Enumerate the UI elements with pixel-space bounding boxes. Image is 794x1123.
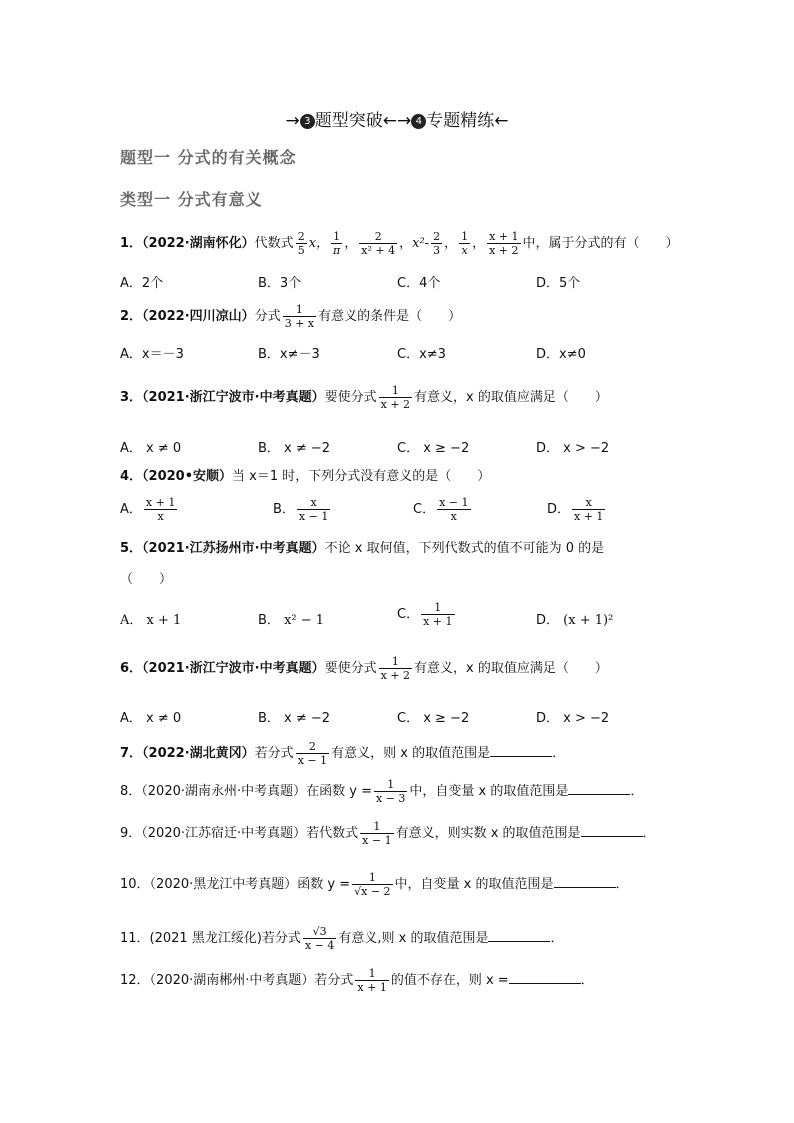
q3-option-b: B． x ≠ −2 (258, 441, 331, 456)
q4-a-fraction: $\frac{x + 1}{x}$ (145, 496, 176, 523)
q8-post: 中，自变量 x 的取值范围是 (409, 784, 569, 799)
q5-option-b (258, 609, 324, 628)
q1-fraction-2: $\frac{1}{\pi}$ (333, 230, 341, 257)
q1-number: 1． (120, 236, 143, 251)
page-title (0, 106, 794, 131)
q6-option-d: D． x > −2 (536, 711, 610, 726)
q8-end: ． (630, 784, 644, 799)
q1-option-b: B．3个 (258, 276, 302, 291)
q3-number: 3． (120, 390, 143, 405)
topic-heading: 题型一 分式的有关概念 (120, 148, 297, 167)
q3-option-a: A． x ≠ 0 (120, 441, 182, 456)
q7-fraction: $\frac{2}{x - 1}$ (297, 740, 328, 767)
q8-number: 8． (120, 784, 142, 799)
q9-number: 9． (120, 826, 142, 841)
q1-sep: ， (472, 236, 486, 251)
q1-option-c: C．4个 (397, 276, 441, 291)
q4-c-fraction: $\frac{x - 1}{x}$ (439, 496, 469, 523)
title-part-2: 专题精练 (426, 111, 495, 131)
q9-pre: 若代数式 (306, 826, 359, 841)
q1-fraction-5: $\frac{1}{x}$ (461, 230, 469, 257)
question-10 (120, 871, 629, 898)
q6-number: 6． (120, 661, 143, 676)
q1-fraction-6: $\frac{x + 1}{x + 2}$ (489, 230, 519, 257)
q8-pre: 在函数 y = (306, 784, 372, 799)
arrow-left: → (285, 111, 300, 131)
q4-number: 4． (120, 469, 143, 484)
q5-b-label: B． (258, 613, 280, 628)
q12-answer-blank[interactable] (509, 971, 581, 984)
q3-option-d: D． x > −2 (536, 441, 610, 456)
q5-text: 不论 x 取何值，下列代数式的值不可能为 0 的是 (324, 541, 605, 556)
q2-number: 2． (120, 309, 143, 324)
q4-text: 当 x＝1 时，下列分式没有意义的是（ ） (232, 469, 491, 484)
question-5 (120, 539, 604, 559)
q5-option-a: A． x + 1 (120, 613, 182, 628)
q2-pre: 分式 (254, 309, 281, 324)
q5-b-expr: x² − 1 (284, 613, 325, 628)
q12-pre: 若分式 (314, 973, 354, 988)
q6-option-c: C． x ≥ −2 (397, 711, 470, 726)
question-11 (120, 925, 563, 952)
q7-end: ． (552, 746, 566, 761)
q11-fraction: $\frac{√3}{x - 4}$ (304, 925, 335, 952)
q6-fraction: $\frac{1}{x + 2}$ (380, 655, 411, 682)
q5-source: （2021·江苏扬州市·中考真题） (142, 541, 325, 556)
q3-option-c: C． x ≥ −2 (397, 441, 470, 456)
q1-post: 中，属于分式的有（ ） (522, 236, 679, 251)
q2-post: 有意义的条件是（ ） (318, 309, 462, 324)
q1-option-d: D．5个 (536, 276, 581, 291)
q2-source: （2022·四川凉山） (142, 309, 255, 324)
q1-source: （2022·湖南怀化） (142, 236, 255, 251)
q4-c-label: C． (413, 502, 436, 517)
q8-answer-blank[interactable] (568, 782, 630, 795)
q2-option-b: B．x≠－3 (258, 347, 320, 362)
question-4 (120, 467, 490, 487)
q9-end: ． (642, 826, 656, 841)
q4-option-a (120, 496, 179, 523)
q12-end: ． (580, 973, 594, 988)
q1-fraction-3: $\frac{2}{\text{x² + 4}}$ (361, 230, 396, 257)
q1-option-a: A．2个 (120, 276, 164, 291)
q10-source: （2020·黑龙江中考真题） (149, 877, 298, 892)
q12-source: （2020·湖南郴州·中考真题） (149, 973, 315, 988)
q1-pre: 代数式 (254, 236, 294, 251)
q11-answer-blank[interactable] (488, 929, 550, 942)
arrow-mid: ←→ (382, 111, 412, 131)
q5-option-c (397, 601, 457, 628)
q3-post: 有意义，x 的取值应满足（ ） (414, 390, 608, 405)
q9-fraction: $\frac{1}{x - 1}$ (362, 820, 392, 847)
q3-source: （2021·浙江宁波市·中考真题） (142, 390, 325, 405)
question-3 (120, 384, 608, 411)
q6-pre: 要使分式 (324, 661, 377, 676)
q6-option-a: A． x ≠ 0 (120, 711, 182, 726)
q12-post: 的值不存在，则 x = (390, 973, 509, 988)
q11-number: 11． (120, 931, 150, 946)
q7-post: 有意义，则 x 的取值范围是 (331, 746, 491, 761)
q5-d-label: D． (536, 613, 560, 628)
question-7 (120, 740, 565, 767)
q6-option-b: B． x ≠ −2 (258, 711, 331, 726)
q10-number: 10． (120, 877, 150, 892)
q10-answer-blank[interactable] (554, 875, 616, 888)
question-1 (120, 230, 679, 257)
q4-b-label: B． (273, 502, 295, 517)
q4-option-c (413, 496, 473, 523)
q12-number: 12． (120, 973, 150, 988)
q11-end: ． (550, 931, 564, 946)
q1-sep: ， (444, 236, 458, 251)
q7-source: （2022·湖北黄冈） (142, 746, 255, 761)
q1-x: x， (308, 236, 330, 251)
q4-d-fraction: $\frac{x}{x + 1}$ (574, 496, 604, 523)
q5-c-label: C． (397, 607, 420, 622)
q1-sep: ， (399, 236, 413, 251)
q4-source: （2020•安顺） (142, 469, 233, 484)
q1-fraction-1: $\frac{2}{5}$ (297, 230, 305, 257)
question-8 (120, 778, 643, 805)
q5-number: 5． (120, 541, 143, 556)
q9-answer-blank[interactable] (581, 824, 643, 837)
q11-post: 有意义,则 x 的取值范围是 (338, 931, 489, 946)
question-2 (120, 303, 461, 330)
q3-fraction: $\frac{1}{x + 2}$ (380, 384, 411, 411)
q7-pre: 若分式 (254, 746, 294, 761)
q9-source: （2020·江苏宿迁·中考真题） (141, 826, 307, 841)
q11-source: (2021 黑龙江绥化) (149, 931, 262, 946)
q2-option-a: A．x＝－3 (120, 347, 184, 362)
q5-option-d (536, 609, 613, 628)
q5-c-fraction: $\frac{1}{x + 1}$ (423, 601, 453, 628)
q10-post: 中，自变量 x 的取值范围是 (394, 877, 554, 892)
q2-option-c: C．x≠3 (397, 347, 446, 362)
q1-x-squared: x²- (412, 236, 430, 251)
q12-fraction: $\frac{1}{x + 1}$ (357, 967, 387, 994)
q4-option-d (547, 496, 607, 523)
question-12 (120, 967, 594, 994)
q5-d-expr: (x + 1)² (563, 613, 614, 628)
q6-post: 有意义，x 的取值应满足（ ） (414, 661, 608, 676)
arrow-right: ← (494, 111, 509, 131)
q8-source: （2020·湖南永州·中考真题） (141, 784, 307, 799)
q1-fraction-4: $\frac{2}{3}$ (433, 230, 441, 257)
circled-number-3-icon: 3 (300, 114, 315, 129)
q9-post: 有意义，则实数 x 的取值范围是 (395, 826, 581, 841)
q10-fraction: $\frac{1}{√x - 2}$ (354, 871, 391, 898)
q6-source: （2021·浙江宁波市·中考真题） (142, 661, 325, 676)
q4-b-fraction: $\frac{x}{x - 1}$ (298, 496, 329, 523)
q3-pre: 要使分式 (324, 390, 377, 405)
q10-pre: 函数 y = (297, 877, 351, 892)
question-6 (120, 655, 608, 682)
q1-sep: ， (344, 236, 358, 251)
q2-option-d: D．x≠0 (536, 347, 586, 362)
q11-pre: 若分式 (261, 931, 301, 946)
circled-number-4-icon: 4 (411, 114, 426, 129)
title-part-1: 题型突破 (314, 111, 383, 131)
q7-answer-blank[interactable] (490, 744, 552, 757)
question-9 (120, 820, 656, 847)
q4-option-b (273, 496, 332, 523)
q8-fraction: $\frac{1}{x - 3}$ (376, 778, 406, 805)
q7-number: 7． (120, 746, 143, 761)
q4-d-label: D． (547, 502, 571, 517)
q4-a-label: A． (120, 502, 142, 517)
q10-end: ． (615, 877, 629, 892)
q5-paren: （ ） (120, 572, 173, 587)
type-heading: 类型一 分式有意义 (120, 190, 263, 209)
q2-fraction: $\frac{1}{3 + x}$ (284, 303, 315, 330)
